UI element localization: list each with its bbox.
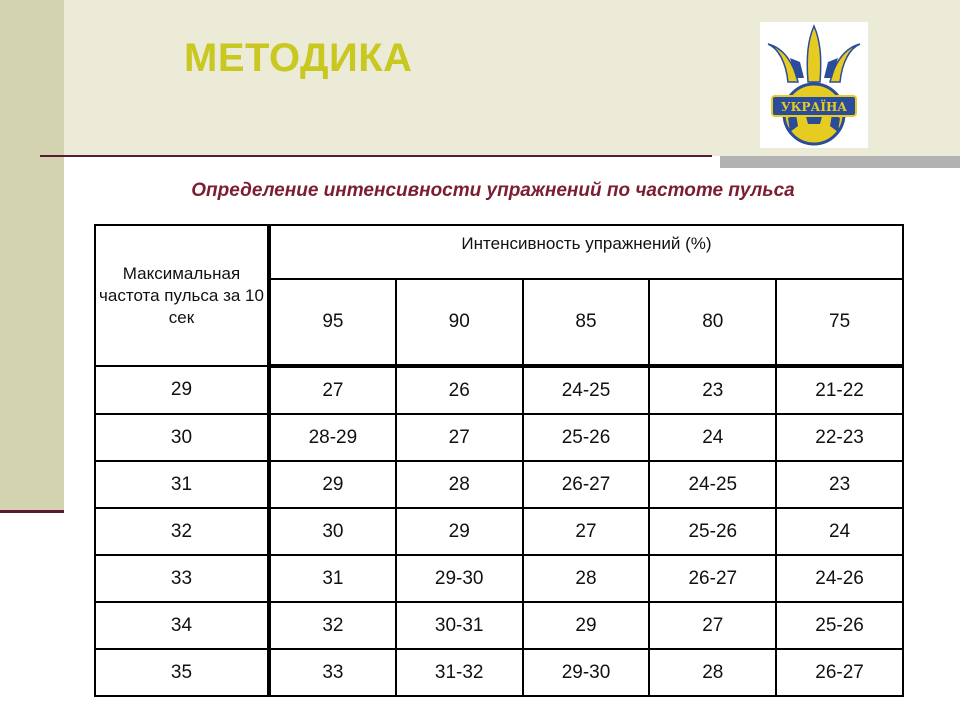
table-cell: 29 [396,508,523,555]
trident-center-prong-icon [807,26,821,82]
table-cell: 24 [649,414,776,461]
left-decor-rule [0,510,64,513]
table-cell: 25-26 [523,414,650,461]
ukraine-football-logo [760,22,868,148]
percent-header-cell: 80 [649,279,776,366]
table-row [95,414,903,461]
table-cell: 31 [269,555,396,602]
table-header-row [95,225,903,279]
table-cell: 29 [269,461,396,508]
header-rule [40,155,712,157]
percent-header-cell: 75 [776,279,903,366]
table-row [95,508,903,555]
table-cell: 29 [523,602,650,649]
slide-title: МЕТОДИКА [184,36,413,80]
logo-panel [760,22,868,148]
table-cell: 27 [269,366,396,414]
table-cell: 24 [776,508,903,555]
table-cell: 25-26 [776,602,903,649]
table-cell: 26-27 [776,649,903,696]
max-pulse-cell: 31 [95,461,269,508]
table-cell: 23 [776,461,903,508]
header-accent-bar [720,156,960,168]
intensity-group-header: Интенсивность упражнений (%) [269,225,903,279]
table-row [95,555,903,602]
table-cell: 27 [649,602,776,649]
table-row [95,649,903,696]
max-pulse-cell: 32 [95,508,269,555]
table-cell: 33 [269,649,396,696]
percent-header-cell: 95 [269,279,396,366]
table-cell: 24-25 [649,461,776,508]
table-cell: 23 [649,366,776,414]
table-cell: 26-27 [523,461,650,508]
max-pulse-header: Максимальная частота пульса за 10 сек [95,225,269,366]
table-cell: 28-29 [269,414,396,461]
max-pulse-cell: 30 [95,414,269,461]
table-row [95,366,903,414]
table-cell: 24-25 [523,366,650,414]
table-cell: 27 [396,414,523,461]
table-cell: 28 [649,649,776,696]
max-pulse-cell: 33 [95,555,269,602]
percent-header-cell: 85 [523,279,650,366]
table-cell: 30-31 [396,602,523,649]
table-row [95,461,903,508]
table-cell: 25-26 [649,508,776,555]
table-cell: 26 [396,366,523,414]
table-cell: 32 [269,602,396,649]
table-cell: 30 [269,508,396,555]
pulse-intensity-table [94,224,904,697]
table-cell: 29-30 [523,649,650,696]
table-cell: 28 [396,461,523,508]
table-cell: 31-32 [396,649,523,696]
table-cell: 22-23 [776,414,903,461]
table-row [95,602,903,649]
logo-text: УКРАЇНА [780,100,848,114]
table-cell: 21-22 [776,366,903,414]
table-cell: 27 [523,508,650,555]
percent-header-cell: 90 [396,279,523,366]
max-pulse-cell: 29 [95,366,269,414]
slide-subtitle: Определение интенсивности упражнений по частоте пульса [191,180,795,201]
table-cell: 26-27 [649,555,776,602]
left-decor-band [0,0,64,510]
max-pulse-cell: 34 [95,602,269,649]
table-cell: 24-26 [776,555,903,602]
table-cell: 28 [523,555,650,602]
table-cell: 29-30 [396,555,523,602]
max-pulse-cell: 35 [95,649,269,696]
